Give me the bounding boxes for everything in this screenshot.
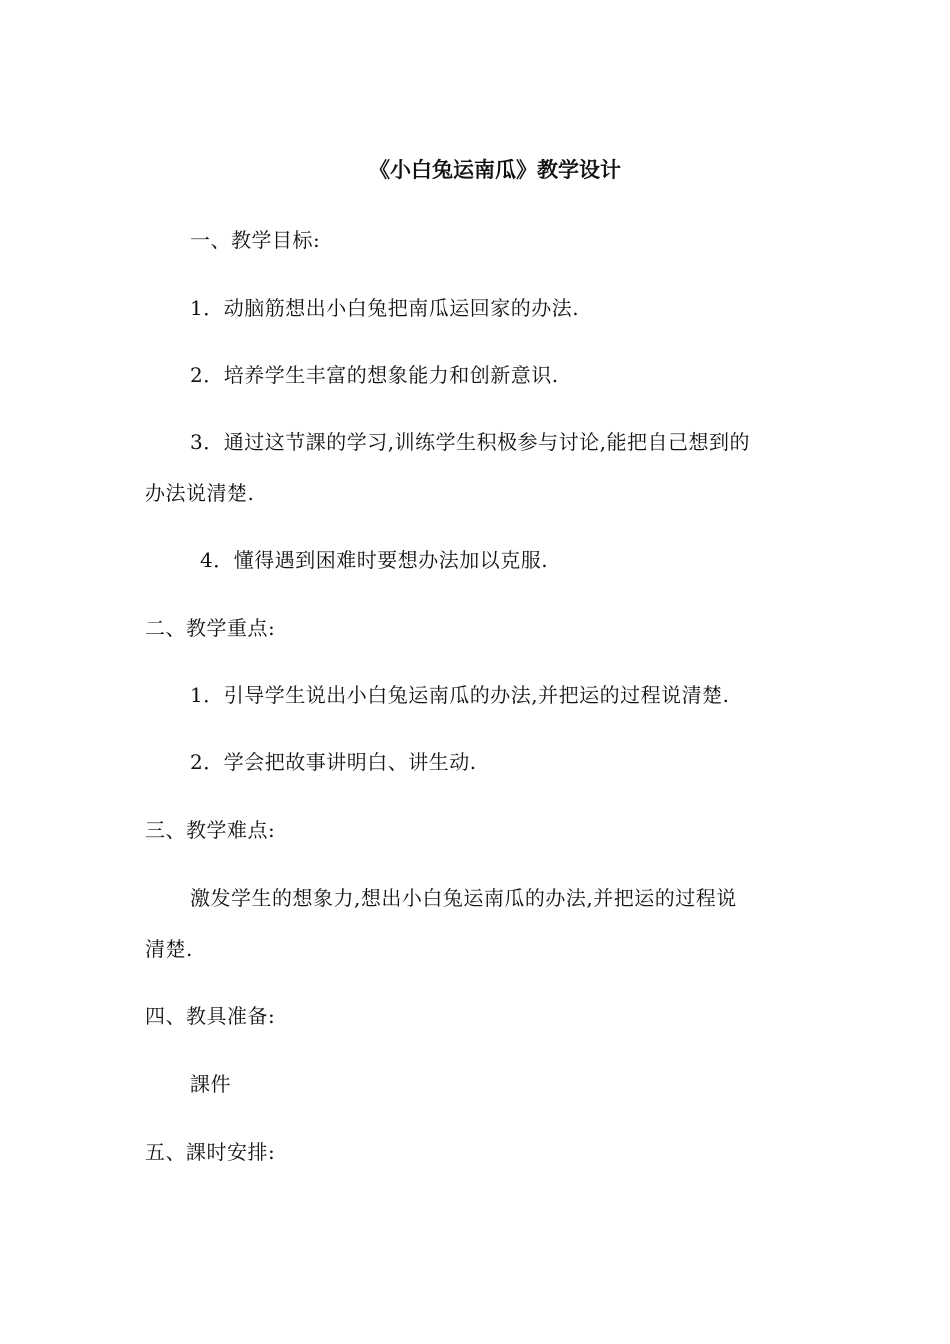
key-point-item-1: 1．引导学生说出小白兔运南瓜的办法,并把运的过程说清楚.: [190, 683, 730, 707]
objective-item-4: 4．懂得遇到困难时要想办法加以克服.: [200, 548, 549, 572]
section-heading-schedule: 五、課时安排:: [145, 1140, 276, 1164]
section-heading-key-points: 二、教学重点:: [145, 616, 276, 640]
key-point-item-2: 2．学会把故事讲明白、讲生动.: [190, 750, 477, 774]
objective-item-2: 2．培养学生丰富的想象能力和创新意识.: [190, 363, 559, 387]
difficulty-text-line-1: 激发学生的想象力,想出小白兔运南瓜的办法,并把运的过程说: [190, 886, 737, 910]
objective-item-3-line-1: 3．通过这节課的学习,训练学生积极参与讨论,能把自己想到的: [190, 430, 750, 454]
difficulty-text-line-2: 清楚.: [145, 937, 193, 961]
section-heading-objectives: 一、教学目标:: [190, 228, 321, 252]
document-title: 《小白兔运南瓜》教学设计: [369, 157, 621, 182]
objective-item-1: 1．动脑筋想出小白兔把南瓜运回家的办法.: [190, 296, 580, 320]
section-heading-materials: 四、教具准备:: [145, 1004, 276, 1028]
materials-text: 課件: [190, 1072, 231, 1096]
section-heading-difficulties: 三、教学难点:: [145, 818, 276, 842]
objective-item-3-line-2: 办法说清楚.: [145, 481, 255, 505]
